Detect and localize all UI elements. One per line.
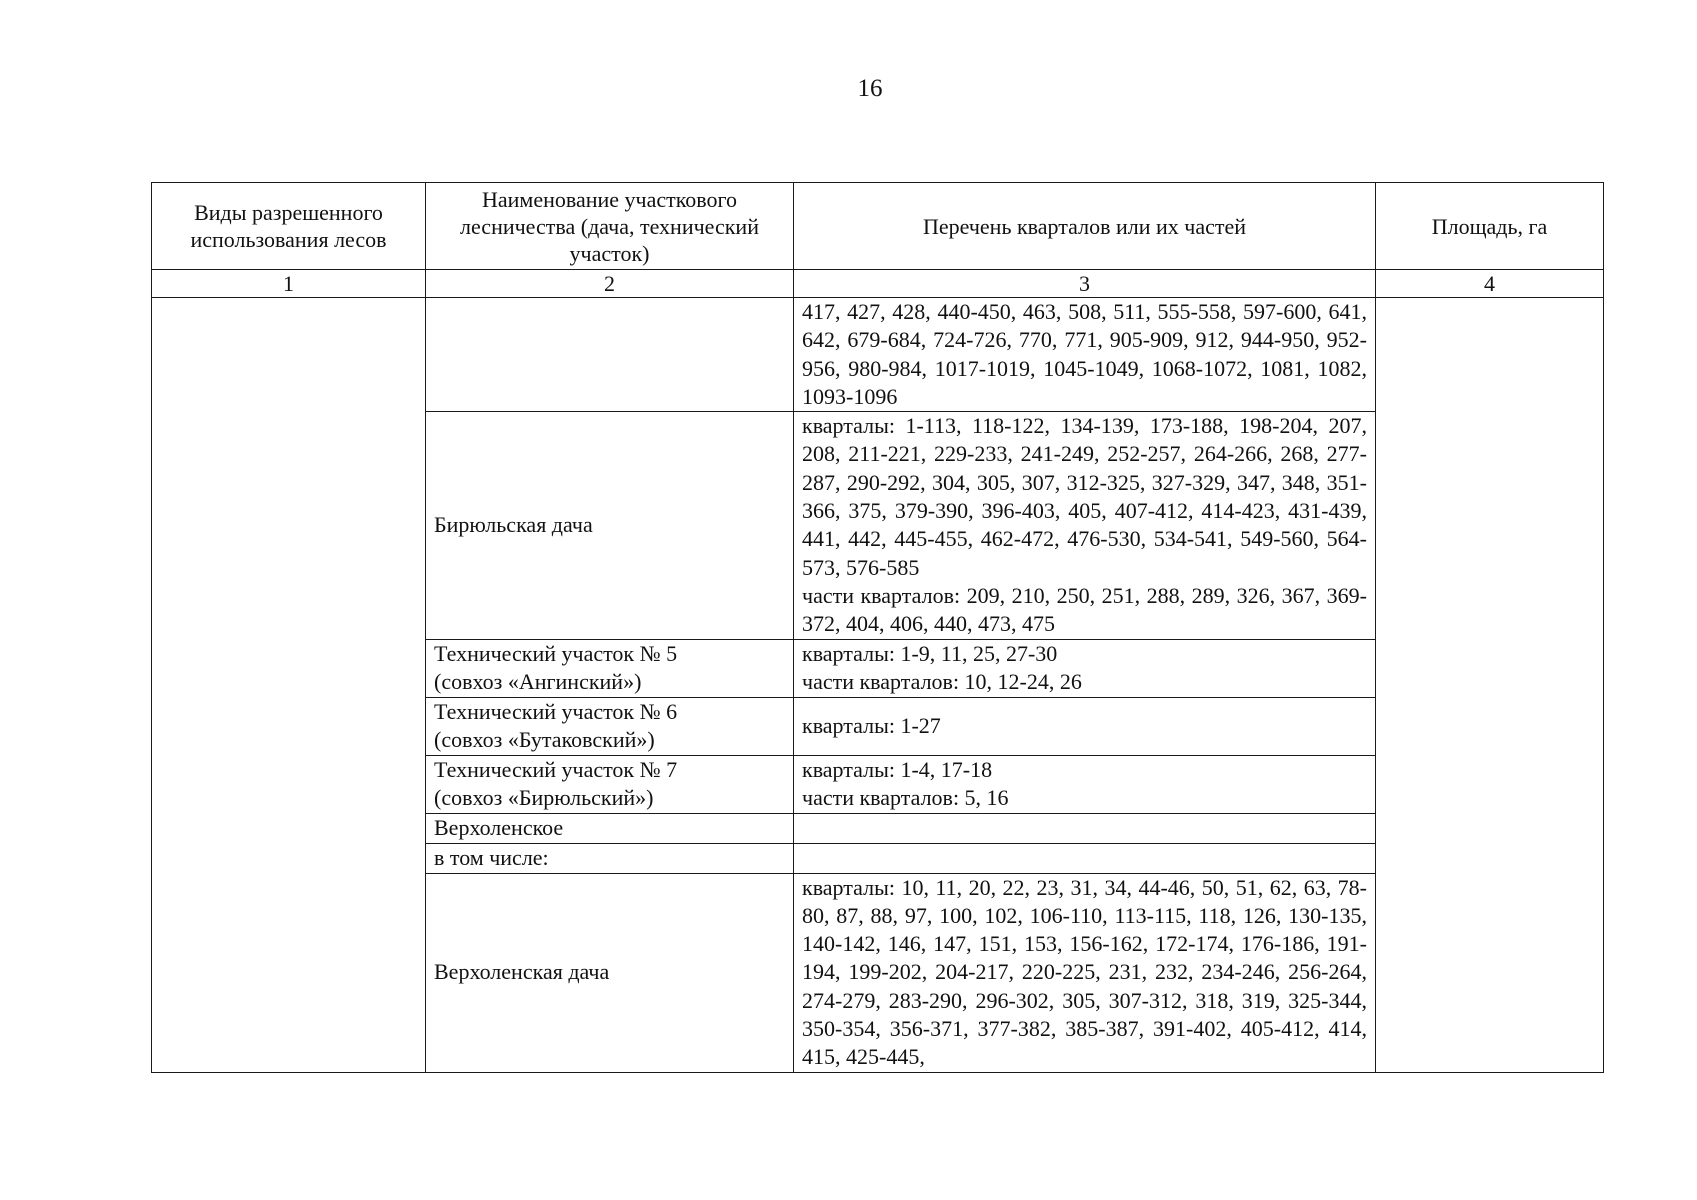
forestry-name-line: Технический участок № 5 — [434, 640, 678, 666]
page-number: 16 — [857, 75, 883, 102]
forestry-name-cell — [426, 298, 794, 412]
quarters-text: кварталы: 1-4, 17-18 — [802, 756, 993, 782]
quarters-text: кварталы: 1-113, 118-122, 134-139, 173-188, 198-204, 207, 208, 211-221, 229-233, 241-249, 252-257, 264-266, 268, 277-287, 290-292, 304, 305, 307, 312-325, 327-329, 347, 348, 351-366, 375, 379-390, 396-403, 405, 407-412, 414-423, 431-439, 441, 442, 445-455, 462-472, 476-530, 534-541, 549-560, 564-573, 576-585 — [802, 413, 1367, 580]
quarters-cell — [794, 843, 1376, 873]
forestry-name-cell: Верхоленская дача — [426, 873, 794, 1072]
forestry-name-line: Технический участок № 6 — [434, 698, 678, 724]
forestry-name-cell: Бирюльская дача — [426, 412, 794, 639]
header-area: Площадь, га — [1376, 183, 1604, 270]
forestry-name-cell — [426, 639, 794, 697]
quarters-cell: 417, 427, 428, 440-450, 463, 508, 511, 555-558, 597-600, 641, 642, 679-684, 724-726, 770, 771, 905-909, 912, 944-950, 952-956, 980-984, 1017-1019, 1045-1049, 1068-1072, 1081, 1082, 1093-1096 — [794, 298, 1376, 412]
quarter-parts-text: части кварталов: 10, 12-24, 26 — [802, 669, 1082, 695]
column-number: 2 — [426, 270, 794, 298]
forest-use-table — [151, 182, 1604, 1073]
forestry-name-cell — [426, 755, 794, 813]
quarters-text: кварталы: 1-27 — [802, 712, 941, 738]
quarters-cell — [794, 813, 1376, 843]
quarters-cell — [794, 697, 1376, 755]
header-row — [152, 183, 1604, 270]
column-number: 1 — [152, 270, 426, 298]
column-number-row — [152, 270, 1604, 298]
quarter-parts-text: части кварталов: 209, 210, 250, 251, 288, 289, 326, 367, 369-372, 404, 406, 440, 473, 475 — [802, 582, 1367, 637]
column-number: 3 — [794, 270, 1376, 298]
forestry-name-line: Технический участок № 7 — [434, 756, 678, 782]
forestry-name-line: (совхоз «Бирюльский») — [434, 785, 654, 811]
forestry-name-cell — [426, 697, 794, 755]
quarters-text: кварталы: 1-9, 11, 25, 27-30 — [802, 640, 1058, 666]
header-usage-types: Виды разрешенного использования лесов — [152, 183, 426, 270]
forestry-name-line: (совхоз «Бутаковский») — [434, 727, 655, 753]
usage-type-cell — [152, 298, 426, 1073]
quarters-cell — [794, 412, 1376, 639]
forestry-name-line: (совхоз «Ангинский») — [434, 669, 642, 695]
area-cell — [1376, 298, 1604, 1073]
header-forestry-name: Наименование участкового лесничества (дача, технический участок) — [426, 183, 794, 270]
forestry-name-cell: Верхоленское — [426, 813, 794, 843]
quarter-parts-text: части кварталов: 5, 16 — [802, 785, 1009, 811]
quarters-cell — [794, 639, 1376, 697]
table-row — [152, 298, 1604, 412]
header-quarters-list: Перечень кварталов или их частей — [794, 183, 1376, 270]
quarters-cell: кварталы: 10, 11, 20, 22, 23, 31, 34, 44-46, 50, 51, 62, 63, 78-80, 87, 88, 97, 100, 102, 106-110, 113-115, 118, 126, 130-135, 140-142, 146, 147, 151, 153, 156-162, 172-174, 176-186, 191-194, 199-202, 204-217, 220-225, 231, 232, 234-246, 256-264, 274-279, 283-290, 296-302, 305, 307-312, 318, 319, 325-344, 350-354, 356-371, 377-382, 385-387, 391-402, 405-412, 414, 415, 425-445, — [794, 873, 1376, 1072]
quarters-cell — [794, 755, 1376, 813]
forestry-name-cell: в том числе: — [426, 843, 794, 873]
column-number: 4 — [1376, 270, 1604, 298]
